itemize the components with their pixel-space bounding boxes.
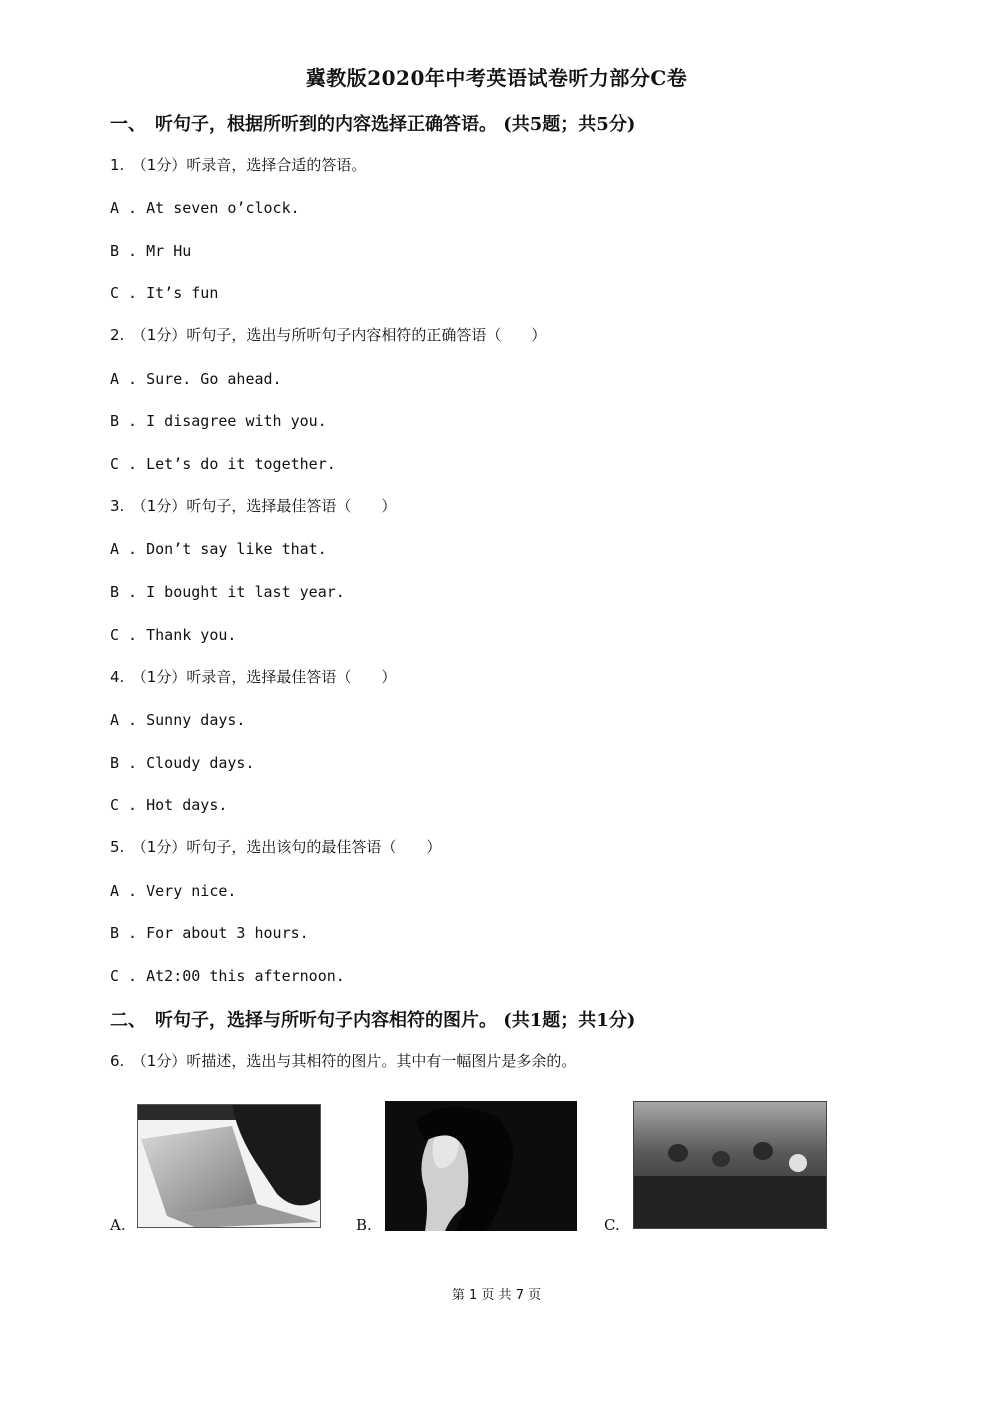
option-4c: C . Hot days.: [110, 796, 228, 814]
question-stem-3: 3. （1分）听句子，选择最佳答语（ ）: [110, 497, 397, 515]
option-3a: A . Don’t say like that.: [110, 540, 327, 558]
option-1c: C . It’s fun: [110, 284, 219, 302]
question-stem-5: 5. （1分）听句子，选出该句的最佳答语（ ）: [110, 838, 442, 856]
picture-label-a: A.: [110, 1216, 126, 1234]
question-stem-1: 1. （1分）听录音，选择合适的答语。: [110, 156, 367, 174]
option-5c: C . At2:00 this afternoon.: [110, 967, 345, 985]
picture-label-c: C.: [604, 1216, 620, 1234]
page-title: 冀教版2020年中考英语试卷听力部分C卷: [305, 66, 688, 90]
page-footer: 第 1 页 共 7 页: [451, 1288, 542, 1303]
option-2c: C . Let’s do it together.: [110, 455, 336, 473]
picture-label-b: B.: [356, 1216, 372, 1234]
section-heading-2: 二、 听句子，选择与所听句子内容相符的图片。 (共1题；共1分): [110, 1010, 636, 1031]
question-stem-4: 4. （1分）听录音，选择最佳答语（ ）: [110, 668, 397, 686]
option-2b: B . I disagree with you.: [110, 412, 327, 430]
picture-b-woman-profile: [385, 1101, 577, 1231]
option-3b: B . I bought it last year.: [110, 583, 345, 601]
question-stem-6: 6. （1分）听描述，选出与其相符的图片。其中有一幅图片是多余的。: [110, 1052, 577, 1070]
option-2a: A . Sure. Go ahead.: [110, 370, 282, 388]
picture-c-crowd: [633, 1101, 827, 1229]
option-3c: C . Thank you.: [110, 626, 237, 644]
option-5b: B . For about 3 hours.: [110, 924, 309, 942]
picture-a-laptop: [137, 1104, 321, 1228]
option-4b: B . Cloudy days.: [110, 754, 255, 772]
question-stem-2: 2. （1分）听句子，选出与所听句子内容相符的正确答语（ ）: [110, 326, 547, 344]
section-heading-1: 一、 听句子，根据所听到的内容选择正确答语。 (共5题；共5分): [110, 114, 636, 135]
option-4a: A . Sunny days.: [110, 711, 246, 729]
option-5a: A . Very nice.: [110, 882, 237, 900]
option-1b: B . Mr Hu: [110, 242, 192, 260]
option-1a: A . At seven o’clock.: [110, 199, 300, 217]
